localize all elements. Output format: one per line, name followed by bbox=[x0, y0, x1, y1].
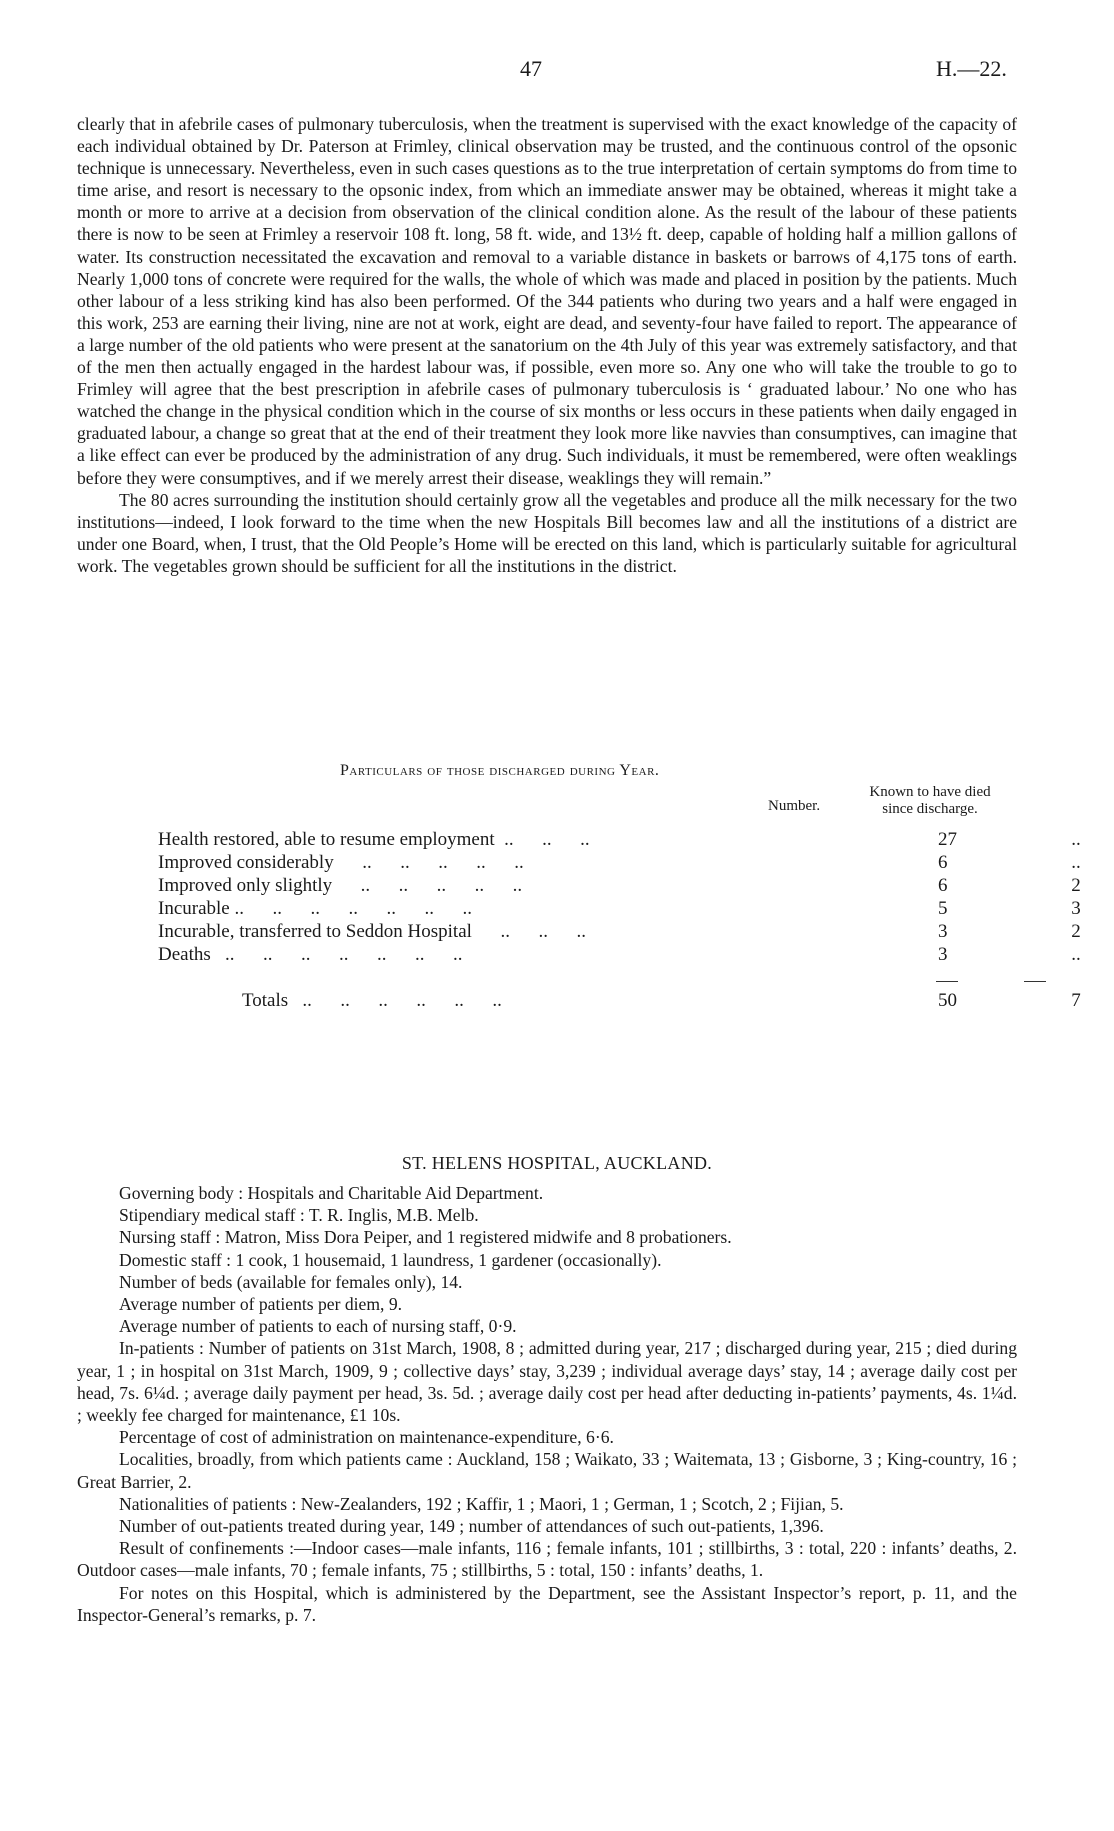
body-paragraph: clearly that in afebrile cases of pulmonary tuberculosis, when the treatment is supervised with the exact knowledge of the capacity of each individual obtained by Dr. Paterson at Frimley, clinical observation may be trusted, and the continuous control of the opsonic technique is unnecessary. Nevertheless, even in such cases questions as to the true interpretation of certain symptoms do from time to time arise, and resort is necessary to the opsonic index, from which an immediate answer may be obtained, whereas it might take a month or more to arrive at a decision from observation of the clinical condition alone. As the result of the labour of these patients there is now to be seen at Frimley a reservoir 108 ft. long, 58 ft. wide, and 13½ ft. deep, capable of holding half a million gallons of water. Its construction necessitated the excavation and removal to a variable distance in baskets or barrows of 4,175 tons of earth. Nearly 1,000 tons of concrete were required for the walls, the whole of which was made and placed in position by the patients. Much other labour of a less striking kind has also been performed. Of the 344 patients who during two years and a half were engaged in this work, 253 are earning their living, nine are not at work, eight are dead, and seventy-four have failed to report. The appearance of a large number of the old patients who were present at the sanatorium on the 4th July of this year was extremely satisfactory, and that of the men then actually engaged in the hardest labour was, if possible, even more so. Any one who will take the trouble to go to Frimley will agree that the best prescription in afebrile cases of pulmonary tuberculosis is ‘ graduated labour.’ No one who has watched the change in the physical condition which in the course of six months or less occurs in these patients when daily engaged in graduated labour, a change so great that at the end of their treatment they look more like navvies than consumptives, can imagine that a like effect can ever be produced by the administration of any drug. Such individuals, it must be remembered, were often weaklings before they were consumptives, and if we merely arrest their disease, weaklings they will remain.” bbox=[77, 114, 1017, 488]
row-number: 3 bbox=[938, 921, 948, 942]
row-number: 5 bbox=[938, 898, 948, 919]
row-died: .. bbox=[1071, 829, 1081, 850]
table-total-row bbox=[158, 990, 1081, 1013]
page-header bbox=[0, 56, 1114, 86]
column-header-number: Number. bbox=[768, 798, 821, 814]
detail-line: Number of out-patients treated during year, 149 ; number of attendances of such out-patients, 1,396. bbox=[119, 1516, 824, 1537]
sum-rule-number bbox=[936, 981, 958, 982]
table-row bbox=[158, 852, 1081, 875]
column-header-died: Known to have died since discharge. bbox=[869, 784, 991, 817]
detail-line: In-patients : Number of patients on 31st March, 1908, 8 ; admitted during year, 217 ; discharged during year, 215 ; died during year, 1 ; in hospital on 31st March, 1909, 9 ; collective days’ stay, 3,239 ; individual average days’ stay, 14 ; average daily cost per head, 7s. 6¼d. ; average daily payment per head, 3s. 5d. ; average daily cost per head after deducting in-patients’ payments, 4s. 1¼d. ; weekly fee charged for maintenance, £1 10s. bbox=[77, 1338, 1017, 1426]
row-label: Improved only slightly bbox=[158, 875, 333, 896]
table-row bbox=[158, 921, 1081, 944]
detail-line: Nursing staff : Matron, Miss Dora Peiper, and 1 registered midwife and 8 probationers. bbox=[119, 1227, 732, 1248]
row-number: 6 bbox=[938, 852, 948, 873]
detail-line: Stipendiary medical staff : T. R. Inglis, M.B. Melb. bbox=[119, 1205, 479, 1226]
table-row bbox=[158, 875, 1081, 898]
row-died: 2 bbox=[1071, 875, 1081, 896]
row-label: Incurable bbox=[158, 898, 230, 919]
row-label: Health restored, able to resume employment bbox=[158, 829, 495, 850]
row-died: .. bbox=[1071, 944, 1081, 965]
total-label: Totals bbox=[242, 990, 289, 1011]
leader-dots: .. .. .. .. .. bbox=[332, 875, 523, 896]
row-number: 27 bbox=[938, 829, 957, 850]
row-died: 3 bbox=[1071, 898, 1081, 919]
detail-line: For notes on this Hospital, which is administered by the Department, see the Assistant Inspector’s report, p. 11, and the Inspector-General’s remarks, p. 7. bbox=[77, 1582, 1017, 1625]
row-died: 2 bbox=[1071, 921, 1081, 942]
row-label: Deaths bbox=[158, 944, 211, 965]
detail-line: Nationalities of patients : New-Zealanders, 192 ; Kaffir, 1 ; Maori, 1 ; German, 1 ; Scotch, 2 ; Fijian, 5. bbox=[119, 1493, 844, 1514]
leader-dots: .. .. .. .. .. .. .. bbox=[229, 898, 472, 919]
page-number: 47 bbox=[520, 56, 542, 81]
detail-line: Average number of patients to each of nursing staff, 0·9. bbox=[119, 1316, 517, 1337]
detail-line: Governing body : Hospitals and Charitable Aid Department. bbox=[119, 1183, 544, 1203]
leader-dots: .. .. .. bbox=[471, 921, 586, 942]
detail-line: Percentage of cost of administration on maintenance-expenditure, 6·6. bbox=[119, 1427, 614, 1448]
row-died: .. bbox=[1071, 852, 1081, 873]
table-row bbox=[158, 944, 1081, 967]
total-died: 7 bbox=[1071, 990, 1081, 1011]
row-label: Improved considerably bbox=[158, 852, 334, 873]
detail-line: Localities, broadly, from which patients came : Auckland, 158 ; Waikato, 33 ; Waitemata, 13 ; Gisborne, 3 ; King-country, 16 ; Great Barrier, 2. bbox=[77, 1449, 1017, 1492]
report-body bbox=[77, 113, 1017, 577]
detail-line: Result of confinements :—Indoor cases—male infants, 116 ; female infants, 101 ; stillbirths, 3 : total, 220 : infants’ deaths, 2. Outdoor cases—male infants, 70 ; female infants, 75 ; stillbirths, 5 : total, 150 : infants’ deaths, 1. bbox=[77, 1538, 1017, 1581]
row-label: Incurable, transferred to Seddon Hospital bbox=[158, 921, 472, 942]
leader-dots: .. .. .. .. .. .. bbox=[288, 990, 502, 1011]
table-row bbox=[158, 829, 1081, 852]
leader-dots: .. .. .. .. .. bbox=[333, 852, 524, 873]
row-number: 3 bbox=[938, 944, 948, 965]
row-number: 6 bbox=[938, 875, 948, 896]
detail-line: Number of beds (available for females only), 14. bbox=[119, 1271, 463, 1292]
detail-line: Average number of patients per diem, 9. bbox=[119, 1294, 403, 1315]
sum-rule-died bbox=[1024, 981, 1046, 982]
document-reference: H.—22. bbox=[936, 56, 1007, 81]
table-caption: Particulars of those discharged during Year. bbox=[340, 762, 660, 779]
detail-line: Domestic staff : 1 cook, 1 housemaid, 1 laundress, 1 gardener (occasionally). bbox=[119, 1249, 662, 1270]
table-row bbox=[158, 898, 1081, 921]
hospital-details bbox=[77, 1182, 1017, 1626]
section-title: ST. HELENS HOSPITAL, AUCKLAND. bbox=[401, 1153, 713, 1173]
body-paragraph: The 80 acres surrounding the institution should certainly grow all the vegetables and produce all the milk necessary for the two institutions—indeed, I look forward to the time when the new Hospitals Bill becomes law and all the institutions of a district are under one Board, when, I trust, that the Old People’s Home will be erected on this land, which is particularly suitable for agricultural work. The vegetables grown should be sufficient for all the institutions in the district. bbox=[77, 489, 1017, 576]
leader-dots: .. .. .. bbox=[494, 829, 590, 850]
total-number: 50 bbox=[938, 990, 957, 1011]
leader-dots: .. .. .. .. .. .. .. bbox=[210, 944, 463, 965]
